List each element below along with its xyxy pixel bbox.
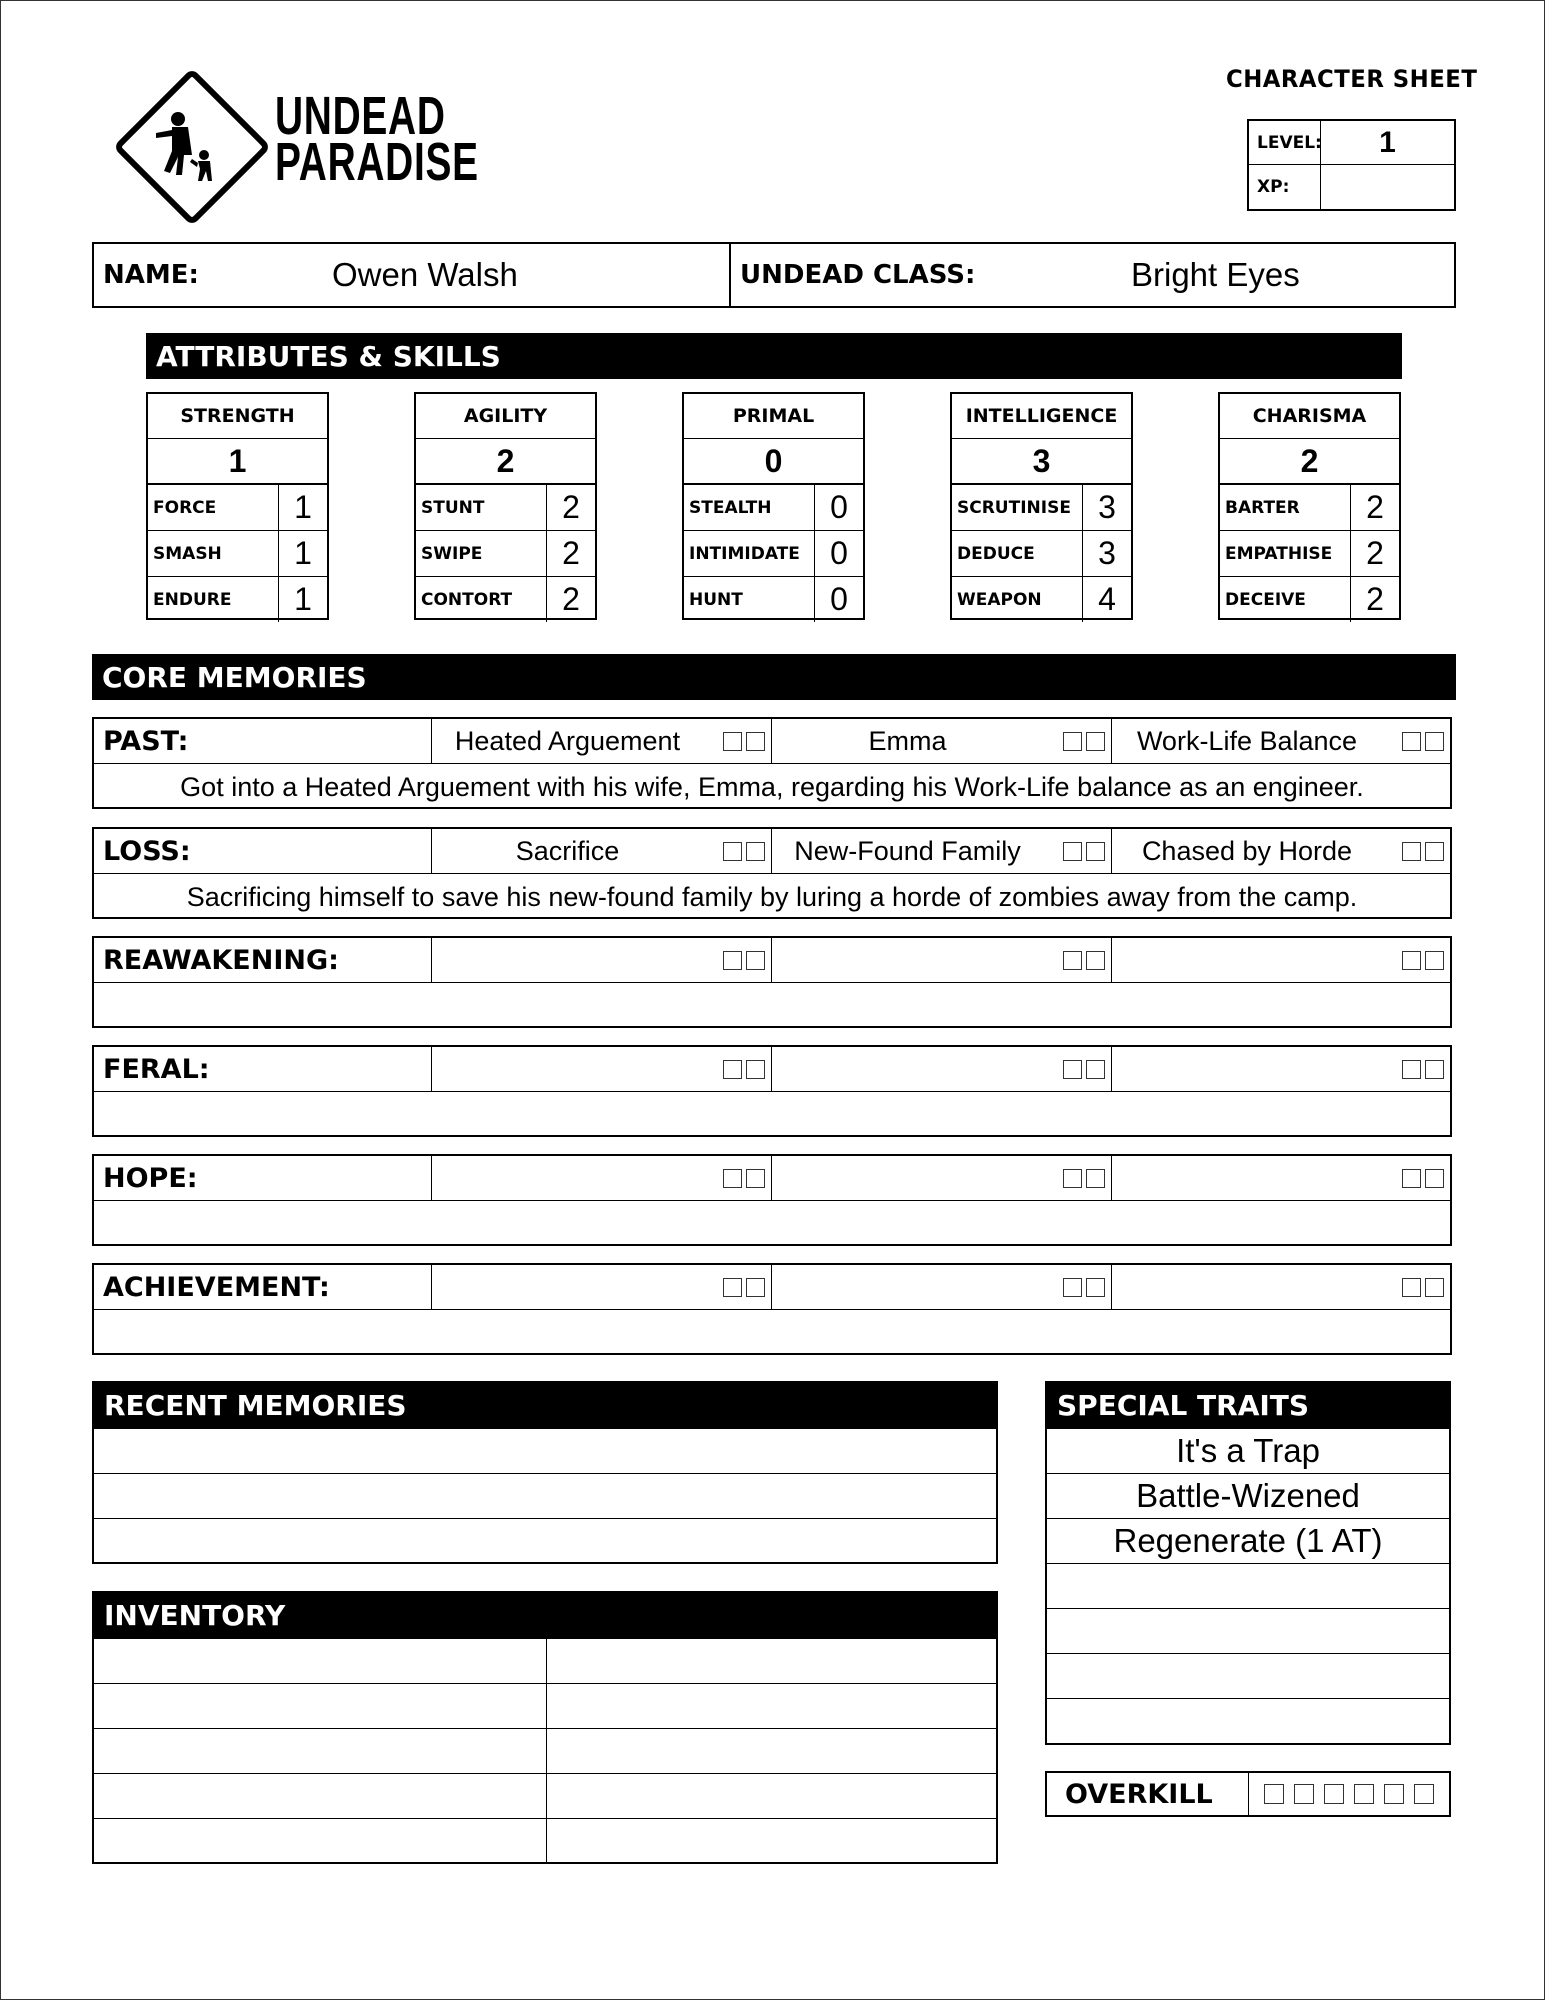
core-memory-past bbox=[92, 717, 1452, 809]
special-trait-field[interactable] bbox=[1047, 1653, 1449, 1698]
checkbox[interactable] bbox=[746, 1060, 765, 1079]
inventory-slot-field[interactable] bbox=[547, 1684, 996, 1728]
checkbox[interactable] bbox=[1425, 1278, 1444, 1297]
memory-slots-row bbox=[94, 1156, 1450, 1201]
skill-row bbox=[1220, 531, 1399, 577]
overkill-checkbox[interactable] bbox=[1414, 1784, 1434, 1804]
checkbox[interactable] bbox=[1063, 1060, 1082, 1079]
skill-value-field[interactable]: 2 bbox=[562, 535, 580, 571]
attribute-block-intelligence bbox=[950, 392, 1133, 620]
memory-slot bbox=[1112, 1265, 1450, 1309]
skill-value-field[interactable]: 0 bbox=[830, 535, 848, 571]
name-cell bbox=[94, 244, 731, 306]
checkbox[interactable] bbox=[1063, 951, 1082, 970]
memory-slots-row bbox=[94, 1265, 1450, 1310]
checkbox[interactable] bbox=[1402, 1278, 1421, 1297]
skill-name: ENDURE bbox=[148, 577, 279, 622]
checkbox[interactable] bbox=[723, 732, 742, 751]
name-label: NAME: bbox=[103, 260, 199, 290]
checkbox[interactable] bbox=[1402, 951, 1421, 970]
skill-value-field[interactable]: 1 bbox=[294, 535, 312, 571]
attribute-block-primal bbox=[682, 392, 865, 620]
memory-description-field[interactable] bbox=[94, 1092, 1450, 1138]
inventory-slot-field[interactable] bbox=[547, 1819, 996, 1863]
memory-slot-checkboxes bbox=[1402, 842, 1444, 861]
xp-value-field[interactable] bbox=[1321, 165, 1454, 209]
attribute-value-field[interactable]: 3 bbox=[952, 439, 1131, 485]
memory-slot-checkboxes bbox=[1402, 732, 1444, 751]
skill-row bbox=[684, 577, 863, 622]
special-trait-field[interactable]: Regenerate (1 AT) bbox=[1047, 1518, 1449, 1563]
attribute-block-charisma bbox=[1218, 392, 1401, 620]
attribute-name: INTELLIGENCE bbox=[952, 394, 1131, 439]
checkbox[interactable] bbox=[723, 842, 742, 861]
inventory-slot-field[interactable] bbox=[94, 1819, 547, 1863]
overkill-label: OVERKILL bbox=[1047, 1773, 1249, 1815]
name-field[interactable]: Owen Walsh bbox=[332, 256, 518, 293]
checkbox[interactable] bbox=[1402, 1169, 1421, 1188]
checkbox[interactable] bbox=[1425, 1060, 1444, 1079]
undead-class-field[interactable]: Bright Eyes bbox=[1131, 256, 1300, 293]
checkbox[interactable] bbox=[1086, 842, 1105, 861]
memory-description-field[interactable] bbox=[94, 983, 1450, 1029]
memory-slot-checkboxes bbox=[1063, 1278, 1105, 1297]
checkbox[interactable] bbox=[1086, 951, 1105, 970]
checkbox[interactable] bbox=[1086, 1169, 1105, 1188]
memory-slots-row bbox=[94, 829, 1450, 874]
memory-slot bbox=[432, 938, 772, 982]
overkill-tracker bbox=[1045, 1771, 1451, 1817]
memory-slot bbox=[772, 719, 1112, 763]
special-trait-field[interactable] bbox=[1047, 1608, 1449, 1653]
class-cell bbox=[731, 244, 1454, 306]
core-memory-loss bbox=[92, 827, 1452, 919]
attribute-block-agility bbox=[414, 392, 597, 620]
memory-slot bbox=[432, 1156, 772, 1200]
inventory-slot-field[interactable] bbox=[547, 1639, 996, 1683]
checkbox[interactable] bbox=[1063, 1278, 1082, 1297]
skill-row bbox=[148, 577, 327, 622]
level-xp-box bbox=[1247, 119, 1456, 211]
level-label: LEVEL: bbox=[1249, 121, 1321, 165]
memory-slot-checkboxes bbox=[723, 1169, 765, 1188]
memory-label: HOPE: bbox=[94, 1156, 432, 1200]
brand-line-1: UNDEAD bbox=[275, 86, 446, 146]
special-trait-field[interactable]: It's a Trap bbox=[1047, 1428, 1449, 1473]
memory-slot-checkboxes bbox=[1063, 842, 1105, 861]
skill-value-field[interactable]: 3 bbox=[1098, 489, 1116, 525]
skill-row bbox=[684, 531, 863, 577]
checkbox[interactable] bbox=[746, 951, 765, 970]
checkbox[interactable] bbox=[746, 732, 765, 751]
memory-slots-row bbox=[94, 1047, 1450, 1092]
memory-description-field[interactable] bbox=[94, 1310, 1450, 1356]
attribute-value-field[interactable]: 0 bbox=[684, 439, 863, 485]
checkbox[interactable] bbox=[723, 1060, 742, 1079]
skill-value-field[interactable]: 0 bbox=[830, 581, 848, 617]
recent-memory-field[interactable] bbox=[94, 1473, 996, 1518]
overkill-checkbox[interactable] bbox=[1264, 1784, 1284, 1804]
memory-slot bbox=[772, 938, 1112, 982]
skill-row bbox=[1220, 485, 1399, 531]
memory-slot-checkboxes bbox=[1063, 732, 1105, 751]
inventory-panel bbox=[92, 1591, 998, 1864]
level-value-field[interactable]: 1 bbox=[1321, 121, 1454, 165]
memory-slots-row bbox=[94, 719, 1450, 764]
special-trait-field[interactable]: Battle-Wizened bbox=[1047, 1473, 1449, 1518]
memory-slot-field[interactable]: New-Found Family bbox=[794, 835, 1021, 866]
overkill-checkbox[interactable] bbox=[1354, 1784, 1374, 1804]
inventory-slot-field[interactable] bbox=[94, 1639, 547, 1683]
memory-slot-checkboxes bbox=[1402, 951, 1444, 970]
checkbox[interactable] bbox=[1425, 1169, 1444, 1188]
memory-slot-field[interactable]: Work-Life Balance bbox=[1136, 725, 1358, 756]
xp-label: XP: bbox=[1249, 165, 1321, 209]
skill-name: HUNT bbox=[684, 577, 815, 622]
checkbox[interactable] bbox=[1402, 732, 1421, 751]
memory-slot-checkboxes bbox=[1063, 1169, 1105, 1188]
memory-label: REAWAKENING: bbox=[94, 938, 432, 982]
memory-label: FERAL: bbox=[94, 1047, 432, 1091]
inventory-slot-field[interactable] bbox=[547, 1774, 996, 1818]
special-trait-field[interactable] bbox=[1047, 1698, 1449, 1743]
special-traits-header: SPECIAL TRAITS bbox=[1047, 1383, 1449, 1428]
skill-row bbox=[1220, 577, 1399, 622]
skill-value-field[interactable]: 4 bbox=[1098, 581, 1116, 617]
attribute-value-field[interactable]: 2 bbox=[1220, 439, 1399, 485]
checkbox[interactable] bbox=[1086, 1060, 1105, 1079]
checkbox[interactable] bbox=[1425, 842, 1444, 861]
memory-slot-checkboxes bbox=[1063, 951, 1105, 970]
skill-row bbox=[952, 531, 1131, 577]
skill-row bbox=[684, 485, 863, 531]
skill-value-field[interactable]: 0 bbox=[830, 489, 848, 525]
inventory-row bbox=[94, 1773, 996, 1818]
memory-slot-field[interactable]: Emma bbox=[868, 725, 947, 756]
skill-name: BARTER bbox=[1220, 485, 1351, 530]
inventory-slot-field[interactable] bbox=[94, 1729, 547, 1773]
special-traits-panel bbox=[1045, 1381, 1451, 1745]
memory-slot-checkboxes bbox=[1402, 1278, 1444, 1297]
skill-name: EMPATHISE bbox=[1220, 531, 1351, 576]
inventory-row bbox=[94, 1818, 996, 1863]
memory-slot-checkboxes bbox=[723, 842, 765, 861]
memory-slot-field[interactable]: Chased by Horde bbox=[1141, 835, 1353, 866]
memory-slot bbox=[1112, 1047, 1450, 1091]
recent-memory-field[interactable] bbox=[94, 1428, 996, 1473]
zombie-crossing-sign-icon bbox=[112, 67, 272, 227]
inventory-header: INVENTORY bbox=[94, 1593, 996, 1638]
skill-row bbox=[148, 485, 327, 531]
attribute-name: PRIMAL bbox=[684, 394, 863, 439]
checkbox[interactable] bbox=[1402, 1060, 1421, 1079]
skill-value-field[interactable]: 2 bbox=[1366, 581, 1384, 617]
attribute-name: AGILITY bbox=[416, 394, 595, 439]
core-memory-hope bbox=[92, 1154, 1452, 1246]
memory-slot-checkboxes bbox=[723, 1278, 765, 1297]
inventory-slot-field[interactable] bbox=[94, 1774, 547, 1818]
memory-slot bbox=[432, 719, 772, 763]
core-memory-feral bbox=[92, 1045, 1452, 1137]
skill-row bbox=[416, 485, 595, 531]
undead-class-label: UNDEAD CLASS: bbox=[740, 260, 976, 290]
attribute-value-field[interactable]: 2 bbox=[416, 439, 595, 485]
checkbox[interactable] bbox=[1063, 842, 1082, 861]
skill-name: DEDUCE bbox=[952, 531, 1083, 576]
memory-slot bbox=[772, 829, 1112, 873]
memory-slot-checkboxes bbox=[723, 732, 765, 751]
memory-slot bbox=[432, 1265, 772, 1309]
attributes-section-header: ATTRIBUTES & SKILLS bbox=[146, 333, 1402, 379]
inventory-row bbox=[94, 1683, 996, 1728]
memory-slot bbox=[1112, 938, 1450, 982]
skill-row bbox=[952, 485, 1131, 531]
skill-value-field[interactable]: 2 bbox=[1366, 535, 1384, 571]
overkill-checkboxes bbox=[1249, 1773, 1449, 1815]
skill-value-field[interactable]: 2 bbox=[562, 489, 580, 525]
recent-memories-panel bbox=[92, 1381, 998, 1564]
skill-value-field[interactable]: 3 bbox=[1098, 535, 1116, 571]
memory-label: LOSS: bbox=[94, 829, 432, 873]
skill-value-field[interactable]: 1 bbox=[294, 489, 312, 525]
core-memory-reawakening bbox=[92, 936, 1452, 1028]
attribute-name: STRENGTH bbox=[148, 394, 327, 439]
checkbox[interactable] bbox=[723, 951, 742, 970]
memory-slot-checkboxes bbox=[1402, 1169, 1444, 1188]
memory-slot bbox=[772, 1047, 1112, 1091]
memory-slot bbox=[1112, 719, 1450, 763]
overkill-checkbox[interactable] bbox=[1384, 1784, 1404, 1804]
attribute-value-field[interactable]: 1 bbox=[148, 439, 327, 485]
checkbox[interactable] bbox=[1086, 732, 1105, 751]
skill-name: SCRUTINISE bbox=[952, 485, 1083, 530]
overkill-checkbox[interactable] bbox=[1324, 1784, 1344, 1804]
memory-slot bbox=[772, 1265, 1112, 1309]
sheet-title: CHARACTER SHEET bbox=[1226, 65, 1478, 93]
memory-description-field[interactable]: Got into a Heated Arguement with his wife, Emma, regarding his Work-Life balance as an engineer. bbox=[180, 771, 1364, 802]
checkbox[interactable] bbox=[1425, 951, 1444, 970]
skill-name: SMASH bbox=[148, 531, 279, 576]
skill-name: WEAPON bbox=[952, 577, 1083, 622]
checkbox[interactable] bbox=[1063, 1169, 1082, 1188]
inventory-slot-field[interactable] bbox=[94, 1684, 547, 1728]
identity-row bbox=[92, 242, 1456, 308]
checkbox[interactable] bbox=[723, 1169, 742, 1188]
memory-slot bbox=[432, 829, 772, 873]
memory-label: ACHIEVEMENT: bbox=[94, 1265, 432, 1309]
skill-name: STEALTH bbox=[684, 485, 815, 530]
memory-slot-checkboxes bbox=[1063, 1060, 1105, 1079]
skill-name: SWIPE bbox=[416, 531, 547, 576]
checkbox[interactable] bbox=[1402, 842, 1421, 861]
memory-slot-checkboxes bbox=[723, 1060, 765, 1079]
checkbox[interactable] bbox=[746, 842, 765, 861]
memory-description-field[interactable]: Sacrificing himself to save his new-found family by luring a horde of zombies away from the camp. bbox=[186, 881, 1358, 912]
core-memories-section-header: CORE MEMORIES bbox=[92, 654, 1456, 700]
skill-row bbox=[416, 577, 595, 622]
skill-row bbox=[952, 577, 1131, 622]
inventory-row bbox=[94, 1728, 996, 1773]
overkill-checkbox[interactable] bbox=[1294, 1784, 1314, 1804]
recent-memories-header: RECENT MEMORIES bbox=[94, 1383, 996, 1428]
skill-row bbox=[416, 531, 595, 577]
brand-line-2: PARADISE bbox=[275, 132, 479, 192]
memory-label: PAST: bbox=[94, 719, 432, 763]
checkbox[interactable] bbox=[723, 1278, 742, 1297]
brand-wordmark bbox=[275, 86, 479, 192]
memory-slot-checkboxes bbox=[1402, 1060, 1444, 1079]
skill-name: STUNT bbox=[416, 485, 547, 530]
skill-value-field[interactable]: 2 bbox=[1366, 489, 1384, 525]
memory-slot bbox=[1112, 1156, 1450, 1200]
checkbox[interactable] bbox=[1086, 1278, 1105, 1297]
checkbox[interactable] bbox=[746, 1278, 765, 1297]
skill-name: DECEIVE bbox=[1220, 577, 1351, 622]
skill-value-field[interactable]: 1 bbox=[294, 581, 312, 617]
attribute-block-strength bbox=[146, 392, 329, 620]
special-trait-field[interactable] bbox=[1047, 1563, 1449, 1608]
memory-slot-checkboxes bbox=[723, 951, 765, 970]
memory-slot bbox=[772, 1156, 1112, 1200]
core-memory-achievement bbox=[92, 1263, 1452, 1355]
memory-slots-row bbox=[94, 938, 1450, 983]
skill-name: FORCE bbox=[148, 485, 279, 530]
checkbox[interactable] bbox=[1063, 732, 1082, 751]
recent-memory-field[interactable] bbox=[94, 1518, 996, 1563]
memory-description-field[interactable] bbox=[94, 1201, 1450, 1247]
skill-name: INTIMIDATE bbox=[684, 531, 815, 576]
memory-slot-field[interactable]: Heated Arguement bbox=[454, 725, 681, 756]
skill-value-field[interactable]: 2 bbox=[562, 581, 580, 617]
checkbox[interactable] bbox=[1425, 732, 1444, 751]
memory-slot bbox=[1112, 829, 1450, 873]
skill-row bbox=[148, 531, 327, 577]
memory-slot-field[interactable]: Sacrifice bbox=[515, 835, 620, 866]
attribute-name: CHARISMA bbox=[1220, 394, 1399, 439]
inventory-slot-field[interactable] bbox=[547, 1729, 996, 1773]
skill-name: CONTORT bbox=[416, 577, 547, 622]
memory-slot bbox=[432, 1047, 772, 1091]
checkbox[interactable] bbox=[746, 1169, 765, 1188]
inventory-row bbox=[94, 1638, 996, 1683]
